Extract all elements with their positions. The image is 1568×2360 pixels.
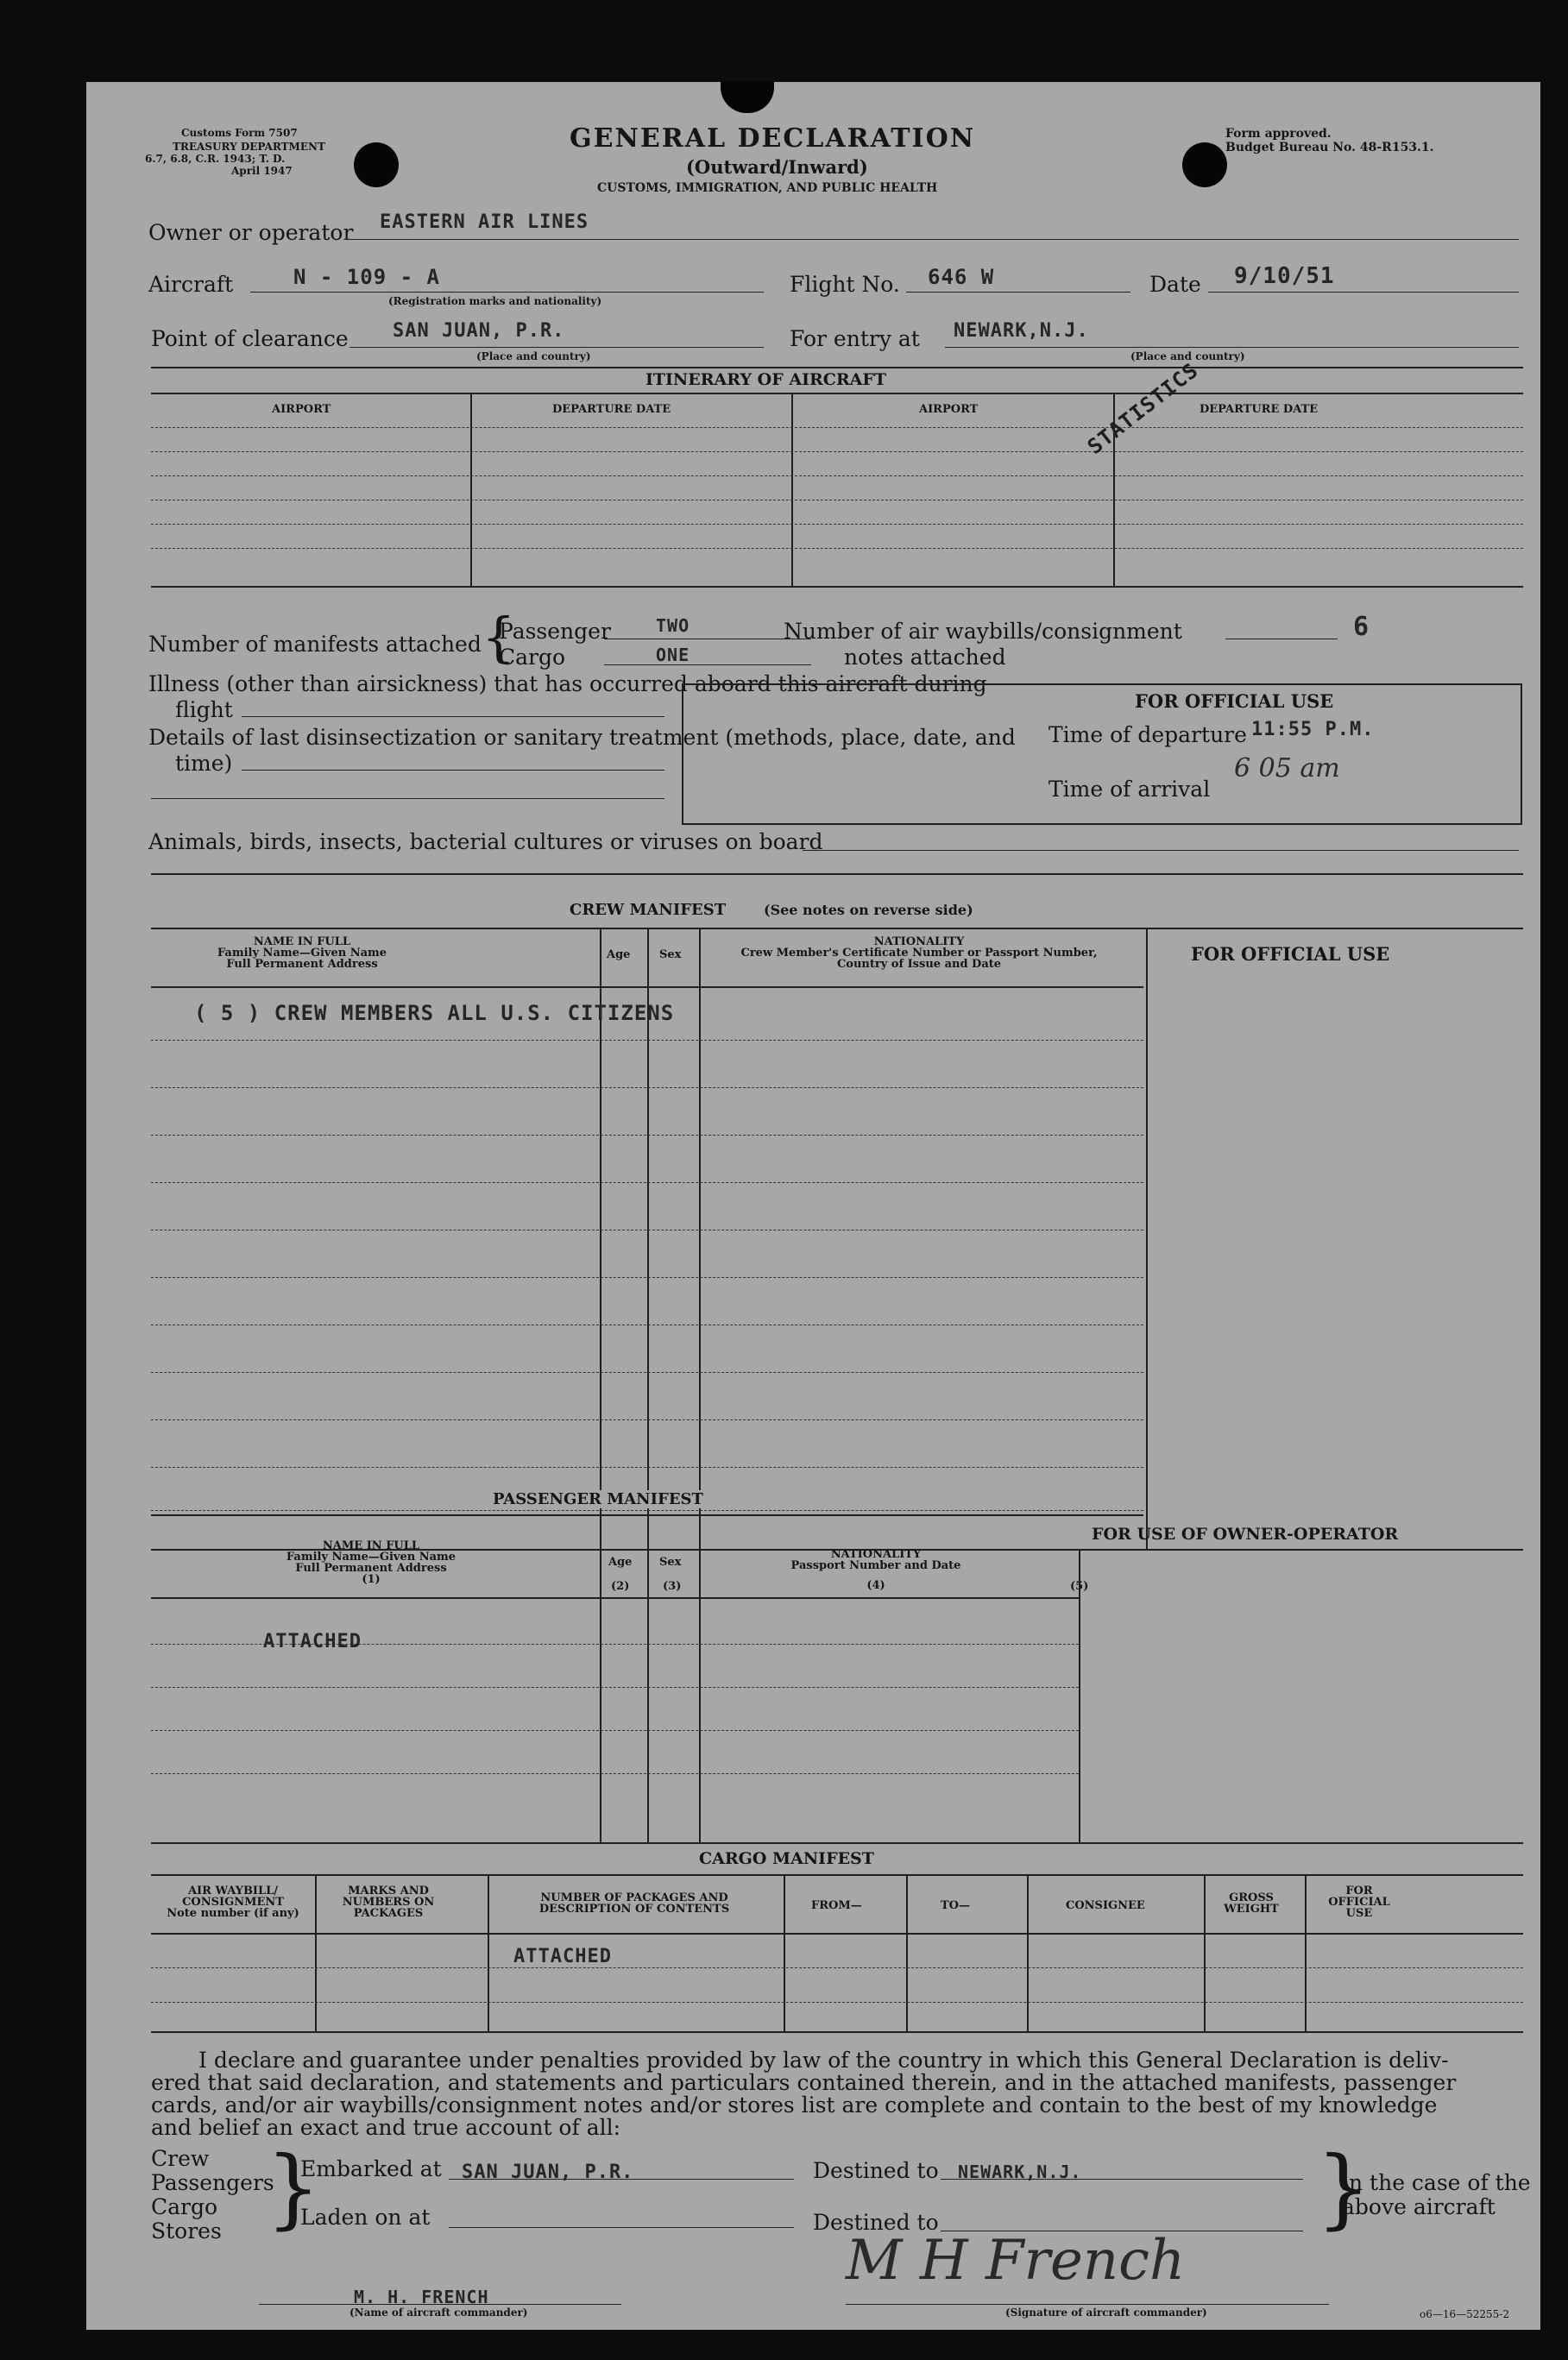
cargo-entry: ATTACHED [513,1946,612,1967]
waybill-label-2: notes attached [844,645,1006,670]
punch-hole [354,142,399,187]
cargo-col-line [488,1876,489,2031]
cargo-col-line [1305,1876,1307,2031]
laden-label: Laden on at [300,2205,431,2230]
form-sheet [86,82,1540,2330]
flight-label: Flight No. [790,272,900,297]
passenger-col-nationality [708,1549,1044,1591]
crew-row-line [151,1087,1143,1088]
commander-name: M. H. FRENCH [354,2287,489,2307]
passenger-col-age-num: (2) [611,1580,630,1593]
cargo-title: CARGO MANIFEST [699,1849,874,1868]
disinsect-label: Details of last disinsectization or sanitary treatment (methods, place, date, and [148,725,1016,750]
illness-underline [242,716,664,717]
treasury-line: TREASURY DEPARTMENT [173,141,325,153]
itinerary-col-departure-2: DEPARTURE DATE [1200,403,1319,416]
commander-signature: M H French [846,2229,1186,2293]
crew-row-line [151,1277,1143,1278]
punch-hole [721,82,774,113]
crew-col-name-1: NAME IN FULL [253,935,351,948]
crew-entry: ( 5 ) CREW MEMBERS ALL U.S. CITIZENS [194,1001,675,1025]
entry-value: NEWARK,N.J. [954,320,1089,342]
statistics-stamp: STATISTICS [1083,357,1203,460]
crew-col-nat-2: Crew Member's Certificate Number or Passport Number, [740,947,1098,960]
commander-name-underline [259,2304,621,2305]
crew-col-age: Age [607,948,631,961]
animals-label: Animals, birds, insects, bacterial cultures or viruses on board [148,829,823,854]
passenger-row-line [151,1687,1079,1688]
departure-time-label: Time of departure [1048,722,1247,747]
cargo-col-line [784,1876,785,2031]
passenger-col-name [155,1540,587,1585]
aircraft-underline [250,292,764,293]
cargo-col-packages [492,1892,777,1915]
cargo-col-waybill-1: AIR WAYBILL/ [187,1885,279,1897]
crew-row-line [151,1135,1143,1136]
cargo-col-marks-3: PACKAGES [353,1907,424,1920]
declaration-brace-left: } [266,2137,321,2238]
cargo-col-consignee: CONSIGNEE [1066,1899,1145,1912]
budget-line: Budget Bureau No. 48-R153.1. [1225,141,1434,154]
arrival-time-label: Time of arrival [1048,777,1211,802]
itinerary-divider [791,394,793,586]
crew-row-line [151,1372,1143,1373]
cargo-col-weight [1208,1892,1294,1915]
article-reference: 6.7, 6.8, C.R. 1943; T. D. [145,153,286,165]
passenger-col-nat-1: NATIONALITY [830,1548,922,1561]
passenger-header-rule [151,1597,1079,1599]
declaration-line-1: I declare and guarantee under penalties provided by law of the country in which this General Declaration is deliv- [198,2048,1449,2073]
clearance-caption: (Place and country) [476,350,591,362]
owner-label: Owner or operator [148,220,354,245]
waybill-label: Number of air waybills/consignment [784,619,1182,644]
cargo-manifest-underline [604,664,811,665]
cargo-manifest-value: ONE [656,645,690,665]
disinsect-underline [242,770,664,771]
passenger-col-name-3: Full Permanent Address [295,1562,447,1575]
itinerary-row-line [151,475,1523,476]
embarked-label: Embarked at [300,2156,442,2181]
declaration-line-4: and belief an exact and true account of all: [151,2115,621,2140]
form-subtitle: (Outward/Inward) [686,156,868,178]
itinerary-col-airport-1: AIRPORT [272,403,331,416]
passenger-col-nat-num: (4) [866,1579,885,1592]
crew-top [151,873,1523,875]
owner-value: EASTERN AIR LINES [380,211,589,233]
itinerary-title: ITINERARY OF AIRCRAFT [645,370,887,389]
passenger-rule [151,1514,1143,1516]
signature-underline [846,2304,1329,2305]
illness-label: Illness (other than airsickness) that has occurred aboard this aircraft during [148,671,987,696]
destined-label-2: Destined to [813,2210,939,2235]
crew-row-line [151,1040,1143,1041]
passenger-col-name-1: NAME IN FULL [322,1539,420,1552]
flight-value: 646 W [928,265,995,289]
owner-operator-use: FOR USE OF OWNER-OPERATOR [1092,1525,1399,1544]
cargo-col-packages-2: DESCRIPTION OF CONTENTS [538,1903,730,1916]
crew-title: CREW MANIFEST [570,901,727,919]
waybill-value: 6 [1353,612,1370,642]
itinerary-col-departure-1: DEPARTURE DATE [552,403,671,416]
crew-official-use: FOR OFFICIAL USE [1191,943,1390,965]
passenger-row-line [151,1730,1079,1731]
passenger-col-line [600,1549,601,1842]
cargo-col-line [315,1876,317,2031]
passenger-col-nat-2: Passport Number and Date [790,1559,961,1572]
official-use-title: FOR OFFICIAL USE [1135,690,1334,712]
itinerary-row-line [151,524,1523,525]
passenger-col-name-2: Family Name—Given Name [286,1551,457,1564]
passenger-manifest-value: TWO [656,615,690,636]
cargo-col-to: TO— [941,1899,970,1912]
cargo-col-weight-2: WEIGHT [1224,1903,1279,1916]
declaration-line-3: cards, and/or air waybills/consignment notes and/or stores list are complete and contain to the best of my knowledge [151,2093,1438,2118]
crew-row-line [151,1182,1143,1183]
owner-underline [345,239,1519,240]
cargo-col-line [906,1876,908,2031]
cargo-col-official [1320,1885,1398,1919]
clearance-value: SAN JUAN, P.R. [393,320,565,342]
aircraft-label: Aircraft [148,272,234,297]
cargo-col-line [1204,1876,1206,2031]
aircraft-caption: (Registration marks and nationality) [388,295,602,307]
illness-label-2: flight [175,697,233,722]
form-number: Customs Form 7507 [181,127,298,139]
itinerary-bottom [151,586,1523,588]
passenger-manifest-label: Passenger [499,619,611,644]
manifests-brace: { [482,606,516,669]
date-value: 9/10/51 [1234,263,1335,289]
crew-col-line [1146,929,1148,1549]
cargo-col-weight-1: GROSS [1229,1891,1274,1904]
itinerary-row-line [151,451,1523,452]
aircraft-value: N - 109 - A [293,265,440,289]
passenger-entry: ATTACHED [263,1631,362,1652]
entry-underline [945,347,1519,348]
signature-caption: (Signature of aircraft commander) [1005,2307,1207,2319]
crew-col-nat-3: Country of Issue and Date [836,958,1002,971]
disinsect-underline-2 [151,798,664,799]
passenger-col-5: (5) [1070,1580,1089,1593]
destined-value: NEWARK,N.J. [958,2162,1082,2182]
date-underline [1208,292,1519,293]
cargo-col-marks-2: NUMBERS ON [342,1896,435,1909]
crew-col-name-3: Full Permanent Address [226,958,378,971]
official-use-box [682,683,1522,825]
declaration-item-stores: Stores [151,2218,222,2244]
passenger-bottom [151,1842,1523,1844]
date-label: Date [1149,272,1201,297]
passenger-title: PASSENGER MANIFEST [488,1490,708,1508]
cargo-col-marks-1: MARKS AND [348,1885,429,1897]
cargo-col-packages-1: NUMBER OF PACKAGES AND [540,1891,728,1904]
agencies-line: CUSTOMS, IMMIGRATION, AND PUBLIC HEALTH [597,181,938,195]
cargo-col-waybill-2: CONSIGNMENT [182,1896,284,1909]
commander-name-caption: (Name of aircraft commander) [349,2307,528,2319]
embarked-value: SAN JUAN, P.R. [462,2162,634,2183]
passenger-col-line [1079,1549,1080,1842]
laden-underline [449,2227,794,2228]
form-title: GENERAL DECLARATION [570,123,976,154]
cargo-col-official-3: USE [1345,1907,1373,1920]
cargo-bottom [151,2031,1523,2033]
cargo-col-marks [319,1885,457,1919]
itinerary-top [151,367,1523,368]
cargo-manifest-label: Cargo [499,645,566,670]
declaration-item-cargo: Cargo [151,2194,218,2219]
itinerary-divider [470,394,472,586]
passenger-col-line [699,1549,701,1842]
animals-underline [803,850,1519,851]
declaration-line-2: ered that said declaration, and statements and particulars contained therein, and in the attached manifests, passenger [151,2070,1457,2095]
crew-col-nationality [708,936,1130,970]
itinerary-col-airport-2: AIRPORT [919,403,979,416]
case-label-2: above aircraft [1342,2194,1496,2219]
itinerary-rule [151,393,1523,394]
clearance-underline [349,347,764,348]
itinerary-row-line [151,548,1523,549]
passenger-col-line [647,1549,649,1842]
punch-hole [1182,142,1227,187]
cargo-col-official-2: OFFICIAL [1328,1896,1390,1909]
crew-row-line [151,1467,1143,1468]
crew-col-name [155,936,449,970]
arrival-time-value: 6 05 am [1234,753,1340,784]
crew-note: (See notes on reverse side) [764,902,973,918]
cargo-row-line [151,1967,1523,1968]
destined-label: Destined to [813,2158,939,2183]
cargo-col-waybill [155,1885,311,1919]
declaration-item-crew: Crew [151,2146,210,2171]
entry-label: For entry at [790,326,920,351]
crew-col-nat-1: NATIONALITY [873,935,965,948]
itinerary-row-line [151,427,1523,428]
declaration-brace-right: } [1316,2137,1371,2238]
clearance-label: Point of clearance [151,326,349,351]
cargo-rule [151,1874,1523,1876]
crew-col-name-2: Family Name—Given Name [217,947,387,960]
passenger-col-sex-num: (3) [663,1580,682,1593]
passenger-col-age: Age [608,1556,633,1569]
passenger-col-sex: Sex [659,1556,682,1569]
cargo-col-line [1027,1876,1029,2031]
crew-row-line [151,1419,1143,1420]
crew-col-line [699,929,701,1549]
crew-rule [151,928,1523,929]
cargo-header-rule [151,1933,1523,1935]
crew-col-sex: Sex [659,948,682,961]
case-label-1: in the case of the [1342,2170,1531,2195]
cargo-col-waybill-3: Note number (if any) [167,1907,299,1920]
cargo-row-line [151,2002,1523,2003]
disinsect-label-2: time) [175,751,233,776]
declaration-item-passengers: Passengers [151,2170,274,2195]
passenger-col-name-num: (1) [362,1573,381,1586]
approval-line: Form approved. [1225,127,1332,141]
cargo-col-from: FROM— [811,1899,862,1912]
print-code: o6—16—52255-2 [1420,2308,1509,2320]
form-date: April 1947 [231,165,293,177]
entry-caption: (Place and country) [1130,350,1245,362]
crew-row-line [151,1510,1143,1511]
manifests-label: Number of manifests attached [148,632,482,657]
cargo-col-official-1: FOR [1345,1885,1373,1897]
passenger-row-line [151,1773,1079,1774]
flight-underline [906,292,1130,293]
departure-time-value: 11:55 P.M. [1251,719,1375,740]
